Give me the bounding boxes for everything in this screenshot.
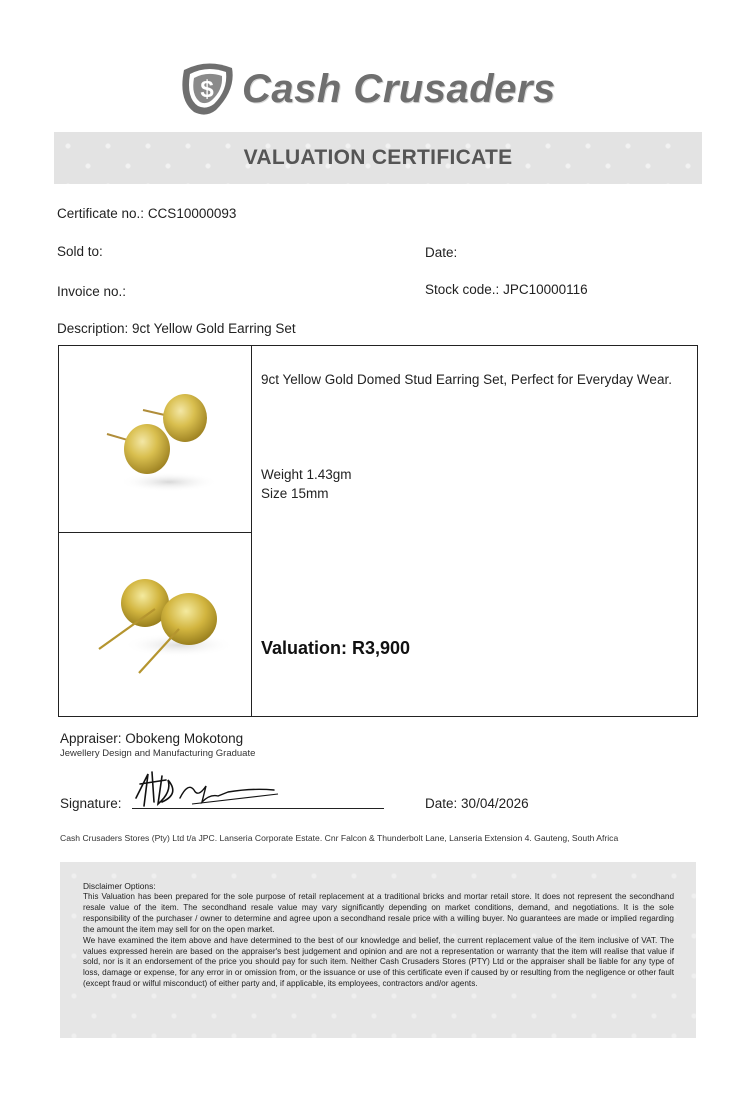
certificate-number-label: Certificate no.:	[57, 206, 145, 221]
invoice-label: Invoice no.:	[57, 284, 127, 299]
disclaimer-box	[60, 862, 696, 1038]
sold-to-label: Sold to:	[57, 244, 103, 259]
product-weight: Weight 1.43gm	[261, 467, 352, 482]
handwritten-signature	[132, 768, 282, 810]
earring-photo-front	[59, 346, 251, 532]
product-images	[59, 346, 252, 716]
signature-date-label: Date:	[425, 796, 458, 811]
brand-logo	[176, 60, 586, 122]
disclaimer-heading: Disclaimer Options:	[83, 881, 156, 891]
company-address: Cash Crusaders Stores (Pty) Ltd t/a JPC. Lanseria Corporate Estate. Cnr Falcon & Thunderbolt Lane, Lanseria Extension 4. Gauteng, South Africa	[60, 833, 619, 843]
brand-name: Cash Crusaders	[242, 67, 556, 111]
dollar-symbol: $	[200, 76, 214, 103]
certificate-title: VALUATION CERTIFICATE	[243, 146, 513, 169]
certificate-banner	[54, 132, 702, 184]
sale-date-label: Date:	[425, 245, 458, 260]
product-photo-side	[59, 533, 251, 716]
product-table	[58, 345, 698, 717]
signature-line	[132, 808, 384, 809]
valuation-amount: Valuation: R3,900	[261, 638, 411, 658]
description-label: Description:	[57, 321, 129, 336]
shield-dollar-icon	[176, 60, 238, 118]
certificate-number-value: CCS10000093	[147, 206, 237, 221]
sale-date-field	[425, 245, 457, 260]
product-photo-front	[59, 346, 251, 533]
stock-code-label: Stock code.:	[425, 282, 500, 297]
description-field	[57, 321, 296, 336]
stock-code-field	[425, 282, 588, 297]
earring-photo-side	[59, 533, 251, 716]
certificate-number-field	[57, 206, 236, 221]
signature-date-value: 30/04/2026	[461, 796, 529, 811]
product-size: Size 15mm	[261, 486, 329, 501]
product-details-text: 9ct Yellow Gold Domed Stud Earring Set, Perfect for Everyday Wear.	[261, 372, 672, 387]
product-details	[261, 370, 681, 503]
signature-label: Signature:	[60, 796, 122, 811]
appraiser-title: Jewellery Design and Manufacturing Graduate	[60, 748, 256, 759]
sold-to-field	[57, 244, 103, 259]
description-value: 9ct Yellow Gold Earring Set	[132, 321, 296, 336]
invoice-field	[57, 284, 126, 299]
disclaimer-paragraph-2: We have examined the item above and have determined to the best of our knowledge and belief, the current replacement value of the item inclusive of VAT. The values expressed herein are based on the appraiser's best judgement and opinion and are not a representation or warranty that the item will realise that value if sold, nor is it an endorsement of the price you should pay for such item. Neither Cash Crusaders Stores (PTY) Ltd or the appraiser shall be liable for any type of loss, damage or expense, for any error in or omission from, or the issuance or use of this certificate even if caused by or resulting from the negligence or other fault (except fraud or wilful misconduct) of either party and, if applicable, its employees, contractors and/or agents.	[83, 935, 674, 989]
disclaimer-paragraph-1: This Valuation has been prepared for the sole purpose of retail replacement at a traditional bricks and mortar retail store. It does not represent the secondhand resale value of the item. The secondhand resale value may vary significantly depending on market conditions, demand, and negotiations. It is the sole responsibility of the purchaser / owner to determine and agree upon a secondhand resale price with a willing buyer. No guarantees are made or implied regarding the amount the item may sell for on the open market.	[83, 892, 674, 934]
stock-code-value: JPC10000116	[503, 282, 588, 297]
appraiser-name: Appraiser: Obokeng Mokotong	[60, 731, 244, 746]
signature-date-field	[425, 796, 529, 811]
